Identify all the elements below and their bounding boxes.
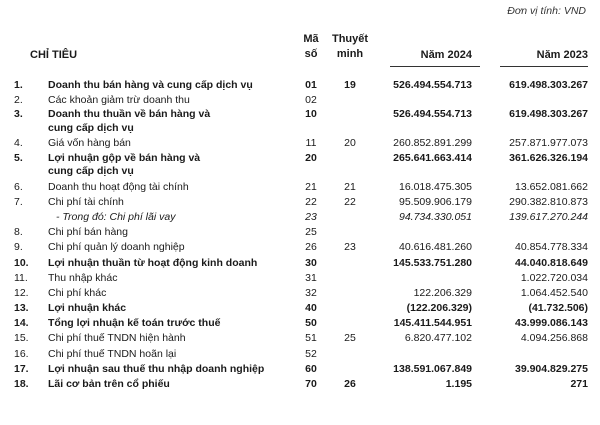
row-value-2023: 271 bbox=[570, 378, 588, 390]
row-label: Các khoản giảm trừ doanh thu bbox=[48, 94, 190, 107]
row-value-2023: 1.064.452.540 bbox=[520, 286, 588, 299]
row-number: 16. bbox=[14, 347, 29, 360]
row-label: Lợi nhuận gộp về bán hàng và cung cấp dịch vụ bbox=[48, 151, 201, 178]
row-value-2023: (41.732.506) bbox=[528, 302, 588, 315]
table-header bbox=[0, 28, 600, 68]
table-row bbox=[0, 347, 600, 362]
row-value-2024: 1.195 bbox=[445, 378, 472, 390]
row-number: 14. bbox=[14, 317, 29, 330]
row-value-2024: 145.411.544.951 bbox=[393, 317, 472, 330]
row-code: 01 bbox=[305, 79, 317, 91]
row-code: 52 bbox=[305, 347, 317, 360]
row-note: 23 bbox=[344, 241, 356, 254]
row-value-2023: 290.382.810.873 bbox=[509, 195, 588, 208]
row-value-2023: 43.999.086.143 bbox=[515, 317, 588, 330]
row-label: Thu nhập khác bbox=[48, 271, 118, 284]
row-value-2024: 95.509.906.179 bbox=[399, 195, 472, 208]
table-row bbox=[0, 108, 600, 136]
row-label: - Trong đó: Chi phí lãi vay bbox=[56, 210, 176, 223]
income-statement-table bbox=[0, 78, 600, 392]
row-value-2023: 39.904.829.275 bbox=[515, 362, 588, 375]
row-number: 3. bbox=[14, 108, 23, 121]
table-row bbox=[0, 377, 600, 392]
row-code: 40 bbox=[305, 302, 317, 315]
row-code: 23 bbox=[305, 210, 317, 223]
row-note: 25 bbox=[344, 332, 356, 345]
row-value-2023: 44.040.818.649 bbox=[515, 256, 588, 269]
row-value-2024: 16.018.475.305 bbox=[399, 180, 472, 193]
table-row bbox=[0, 195, 600, 210]
row-value-2024: 6.820.477.102 bbox=[404, 332, 472, 345]
row-number: 8. bbox=[14, 226, 23, 239]
row-value-2023: 139.617.270.244 bbox=[509, 210, 588, 223]
row-number: 13. bbox=[14, 302, 29, 315]
row-value-2023: 257.871.977.073 bbox=[509, 137, 588, 150]
currency-unit: Đơn vị tính: VND bbox=[507, 5, 586, 17]
row-code: 21 bbox=[305, 180, 317, 193]
header-underline-2024 bbox=[390, 66, 480, 67]
row-note: 26 bbox=[344, 378, 356, 390]
row-code: 30 bbox=[305, 256, 317, 269]
row-value-2024: 526.494.554.713 bbox=[393, 79, 472, 91]
table-row bbox=[0, 316, 600, 331]
column-header-year-2023: Năm 2023 bbox=[536, 49, 588, 61]
row-label: Doanh thu hoạt động tài chính bbox=[48, 180, 189, 193]
row-number: 1. bbox=[14, 79, 23, 91]
row-value-2023: 619.498.303.267 bbox=[509, 79, 588, 91]
table-row bbox=[0, 78, 600, 93]
row-value-2023: 619.498.303.267 bbox=[509, 108, 588, 121]
row-number: 2. bbox=[14, 94, 23, 107]
row-value-2024: 122.206.329 bbox=[413, 286, 472, 299]
table-row bbox=[0, 301, 600, 316]
row-label: Lợi nhuận khác bbox=[48, 302, 127, 315]
row-label: Chi phí bán hàng bbox=[48, 226, 128, 239]
row-label: Chi phí thuế TNDN hoãn lại bbox=[48, 347, 177, 360]
row-value-2024: (122.206.329) bbox=[406, 302, 472, 315]
row-value-2023: 13.652.081.662 bbox=[515, 180, 588, 193]
row-value-2024: 94.734.330.051 bbox=[399, 210, 472, 223]
row-value-2024: 138.591.067.849 bbox=[393, 362, 472, 375]
row-code: 25 bbox=[305, 226, 317, 239]
row-number: 10. bbox=[14, 256, 29, 269]
row-code: 51 bbox=[305, 332, 317, 345]
table-row bbox=[0, 271, 600, 286]
row-code: 31 bbox=[305, 271, 317, 284]
table-row bbox=[0, 286, 600, 301]
row-code: 20 bbox=[305, 151, 317, 164]
row-label: Doanh thu thuần về bán hàng và cung cấp dịch vụ bbox=[48, 108, 211, 134]
row-value-2023: 40.854.778.334 bbox=[515, 241, 588, 254]
row-code: 50 bbox=[305, 317, 317, 330]
row-number: 5. bbox=[14, 151, 23, 164]
row-value-2024: 526.494.554.713 bbox=[393, 108, 472, 121]
table-row bbox=[0, 136, 600, 151]
row-label: Doanh thu bán hàng và cung cấp dịch vụ bbox=[48, 79, 253, 91]
row-code: 60 bbox=[305, 362, 317, 375]
row-code: 10 bbox=[305, 108, 317, 121]
row-code: 32 bbox=[305, 286, 317, 299]
row-code: 26 bbox=[305, 241, 317, 254]
table-row bbox=[0, 152, 600, 180]
row-value-2024: 145.533.751.280 bbox=[393, 256, 472, 269]
table-row bbox=[0, 225, 600, 240]
header-underline-2023 bbox=[500, 66, 588, 67]
row-value-2024: 265.641.663.414 bbox=[393, 151, 472, 164]
table-row bbox=[0, 93, 600, 108]
table-row bbox=[0, 362, 600, 377]
row-label: Chi phí quản lý doanh nghiệp bbox=[48, 241, 185, 254]
row-label: Lãi cơ bản trên cổ phiếu bbox=[48, 378, 170, 390]
row-number: 11. bbox=[14, 271, 28, 284]
row-label: Tổng lợi nhuận kế toán trước thuế bbox=[48, 317, 221, 330]
row-number: 12. bbox=[14, 286, 29, 299]
row-label: Chi phí tài chính bbox=[48, 195, 124, 208]
row-note: 20 bbox=[344, 137, 356, 150]
table-row bbox=[0, 256, 600, 271]
row-code: 11 bbox=[305, 137, 317, 150]
row-note: 22 bbox=[344, 195, 356, 208]
row-value-2024: 260.852.891.299 bbox=[393, 137, 472, 150]
table-row bbox=[0, 240, 600, 255]
row-code: 02 bbox=[305, 94, 317, 107]
row-label: Lợi nhuận sau thuế thu nhập doanh nghiệp bbox=[48, 362, 265, 375]
row-note: 19 bbox=[344, 79, 356, 91]
row-value-2023: 361.626.326.194 bbox=[509, 151, 588, 164]
table-row bbox=[0, 331, 600, 346]
row-value-2023: 1.022.720.034 bbox=[520, 271, 588, 284]
row-number: 17. bbox=[14, 362, 29, 375]
row-label: Giá vốn hàng bán bbox=[48, 137, 131, 150]
row-number: 9. bbox=[14, 241, 23, 254]
row-code: 22 bbox=[305, 195, 317, 208]
row-label: Lợi nhuận thuần từ hoạt động kinh doanh bbox=[48, 256, 258, 269]
row-number: 15. bbox=[14, 332, 29, 345]
column-header-year-2024: Năm 2024 bbox=[420, 49, 472, 61]
column-header-note: Thuyết minh bbox=[331, 33, 369, 60]
row-number: 7. bbox=[14, 195, 23, 208]
column-header-indicator: CHỈ TIÊU bbox=[30, 49, 78, 61]
row-note: 21 bbox=[344, 180, 356, 193]
column-header-code: Mã số bbox=[303, 33, 319, 60]
row-number: 6. bbox=[14, 180, 23, 193]
row-value-2024: 40.616.481.260 bbox=[399, 241, 472, 254]
row-number: 4. bbox=[14, 137, 23, 150]
row-number: 18. bbox=[14, 378, 29, 390]
row-label: Chi phí khác bbox=[48, 286, 107, 299]
table-row bbox=[0, 210, 600, 225]
row-code: 70 bbox=[305, 378, 317, 390]
table-row bbox=[0, 180, 600, 195]
row-label: Chi phí thuế TNDN hiện hành bbox=[48, 332, 186, 345]
row-value-2023: 4.094.256.868 bbox=[520, 332, 588, 345]
